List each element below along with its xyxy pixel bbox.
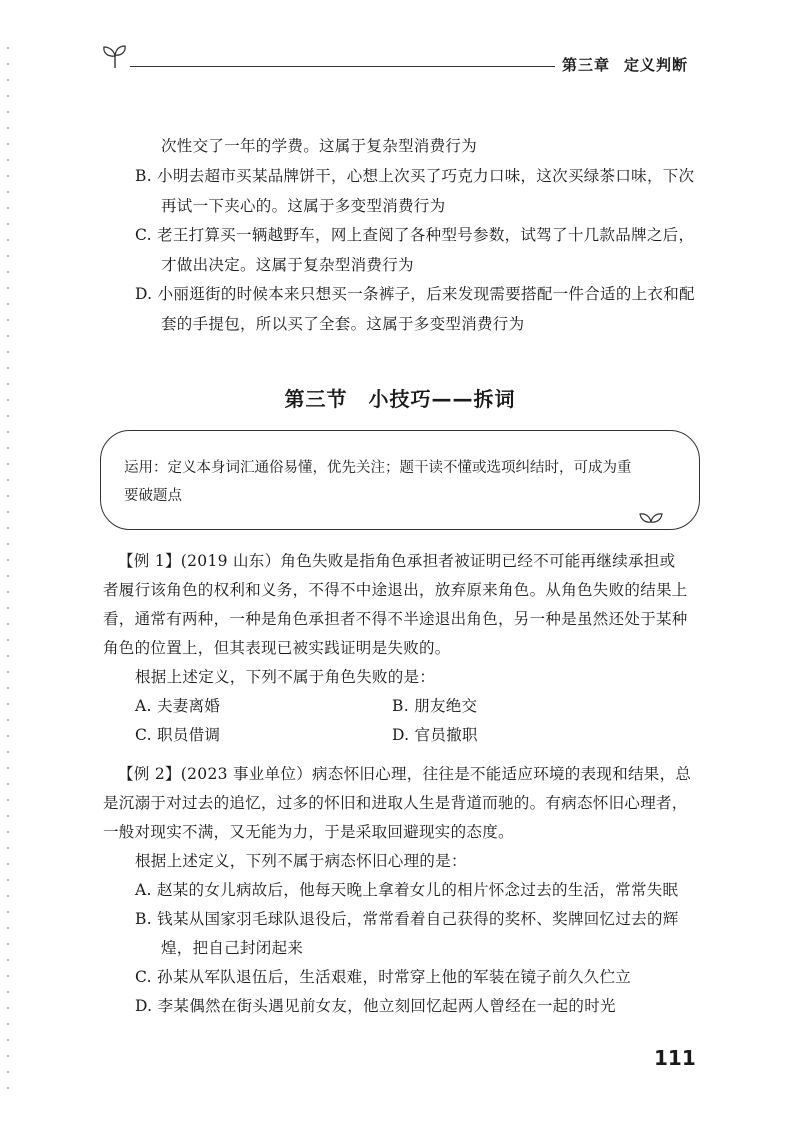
option-d-line1: D. 小丽逛街的时候本来只想买一条裤子，后来发现需要搭配一件合适的上衣和配 [135, 285, 695, 303]
example1-line4: 角色的位置上，但其表现已被实践证明是失败的。 [103, 639, 451, 657]
running-header [562, 54, 688, 75]
page-number: 111 [654, 1046, 696, 1070]
chapter-label: 第三章 [562, 56, 611, 74]
tip-line2: 要破题点 [124, 488, 182, 504]
option-b-line2: 再试一下夹心的。这属于多变型消费行为 [161, 197, 446, 215]
example2-option-b-line2: 煌，把自己封闭起来 [161, 939, 304, 957]
header-rule [130, 66, 555, 67]
example1-line1: 【例 1】(2019 山东）角色失败是指角色承担者被证明已经不可能再继续承担或 [118, 552, 676, 570]
chapter-title: 定义判断 [624, 56, 689, 74]
example2-line2: 是沉溺于对过去的追忆，过多的怀旧和进取人生是背道而驰的。有病态怀旧心理者， [103, 794, 688, 812]
option-d-line2: 套的手提包，所以买了全套。这属于多变型消费行为 [161, 315, 525, 333]
binding-dots [6, 40, 10, 1100]
example1-option-c: C. 职员借调 [135, 726, 221, 744]
example2-question: 根据上述定义，下列不属于病态怀旧心理的是： [135, 852, 467, 870]
example1-line3: 看，通常有两种，一种是角色承担者不得不半途退出角色，另一种是虽然还处于某种 [103, 610, 688, 628]
example1-option-b: B. 朋友绝交 [392, 697, 478, 715]
tip-line1: 运用：定义本身词汇通俗易懂，优先关注；题干读不懂或选项纠结时，可成为重 [124, 460, 632, 476]
example2-option-c: C. 孙某从军队退伍后，生活艰难，时常穿上他的军装在镜子前久久伫立 [135, 968, 632, 986]
example2-line1: 【例 2】(2023 事业单位）病态怀旧心理，往往是不能适应环境的表现和结果，总 [118, 765, 692, 783]
option-a-continued: 次性交了一年的学费。这属于复杂型消费行为 [161, 137, 478, 155]
example2-option-a: A. 赵某的女儿病故后，他每天晚上拿着女儿的相片怀念过去的生活，常常失眠 [135, 881, 679, 899]
option-c-line2: 才做出决定。这属于复杂型消费行为 [161, 256, 414, 274]
option-b-line1: B. 小明去超市买某品牌饼干，心想上次买了巧克力口味，这次买绿茶口味，下次 [135, 167, 695, 185]
example1-option-d: D. 官员撤职 [392, 726, 478, 744]
example2-option-b-line1: B. 钱某从国家羽毛球队退役后，常常看着自己获得的奖杯、奖牌回忆过去的辉 [135, 910, 679, 928]
section-title: 第三节 小技巧——拆词 [284, 387, 516, 411]
tip-box [100, 430, 700, 530]
option-c-line1: C. 老王打算买一辆越野车，网上查阅了各种型号参数，试驾了十几款品牌之后， [135, 226, 695, 244]
example2-line3: 一般对现实不满，又无能为力，于是采取回避现实的态度。 [103, 823, 514, 841]
double-leaf-icon [638, 510, 664, 524]
example1-line2: 者履行该角色的权利和义务，不得不中途退出，放弃原来角色。从角色失败的结果上 [103, 581, 688, 599]
example2-option-d: D. 李某偶然在街头遇见前女友，他立刻回忆起两人曾经在一起的时光 [135, 997, 616, 1015]
example1-question: 根据上述定义，下列不属于角色失败的是： [135, 668, 436, 686]
example1-option-a: A. 夫妻离婚 [135, 697, 221, 715]
sprout-icon [98, 44, 132, 70]
